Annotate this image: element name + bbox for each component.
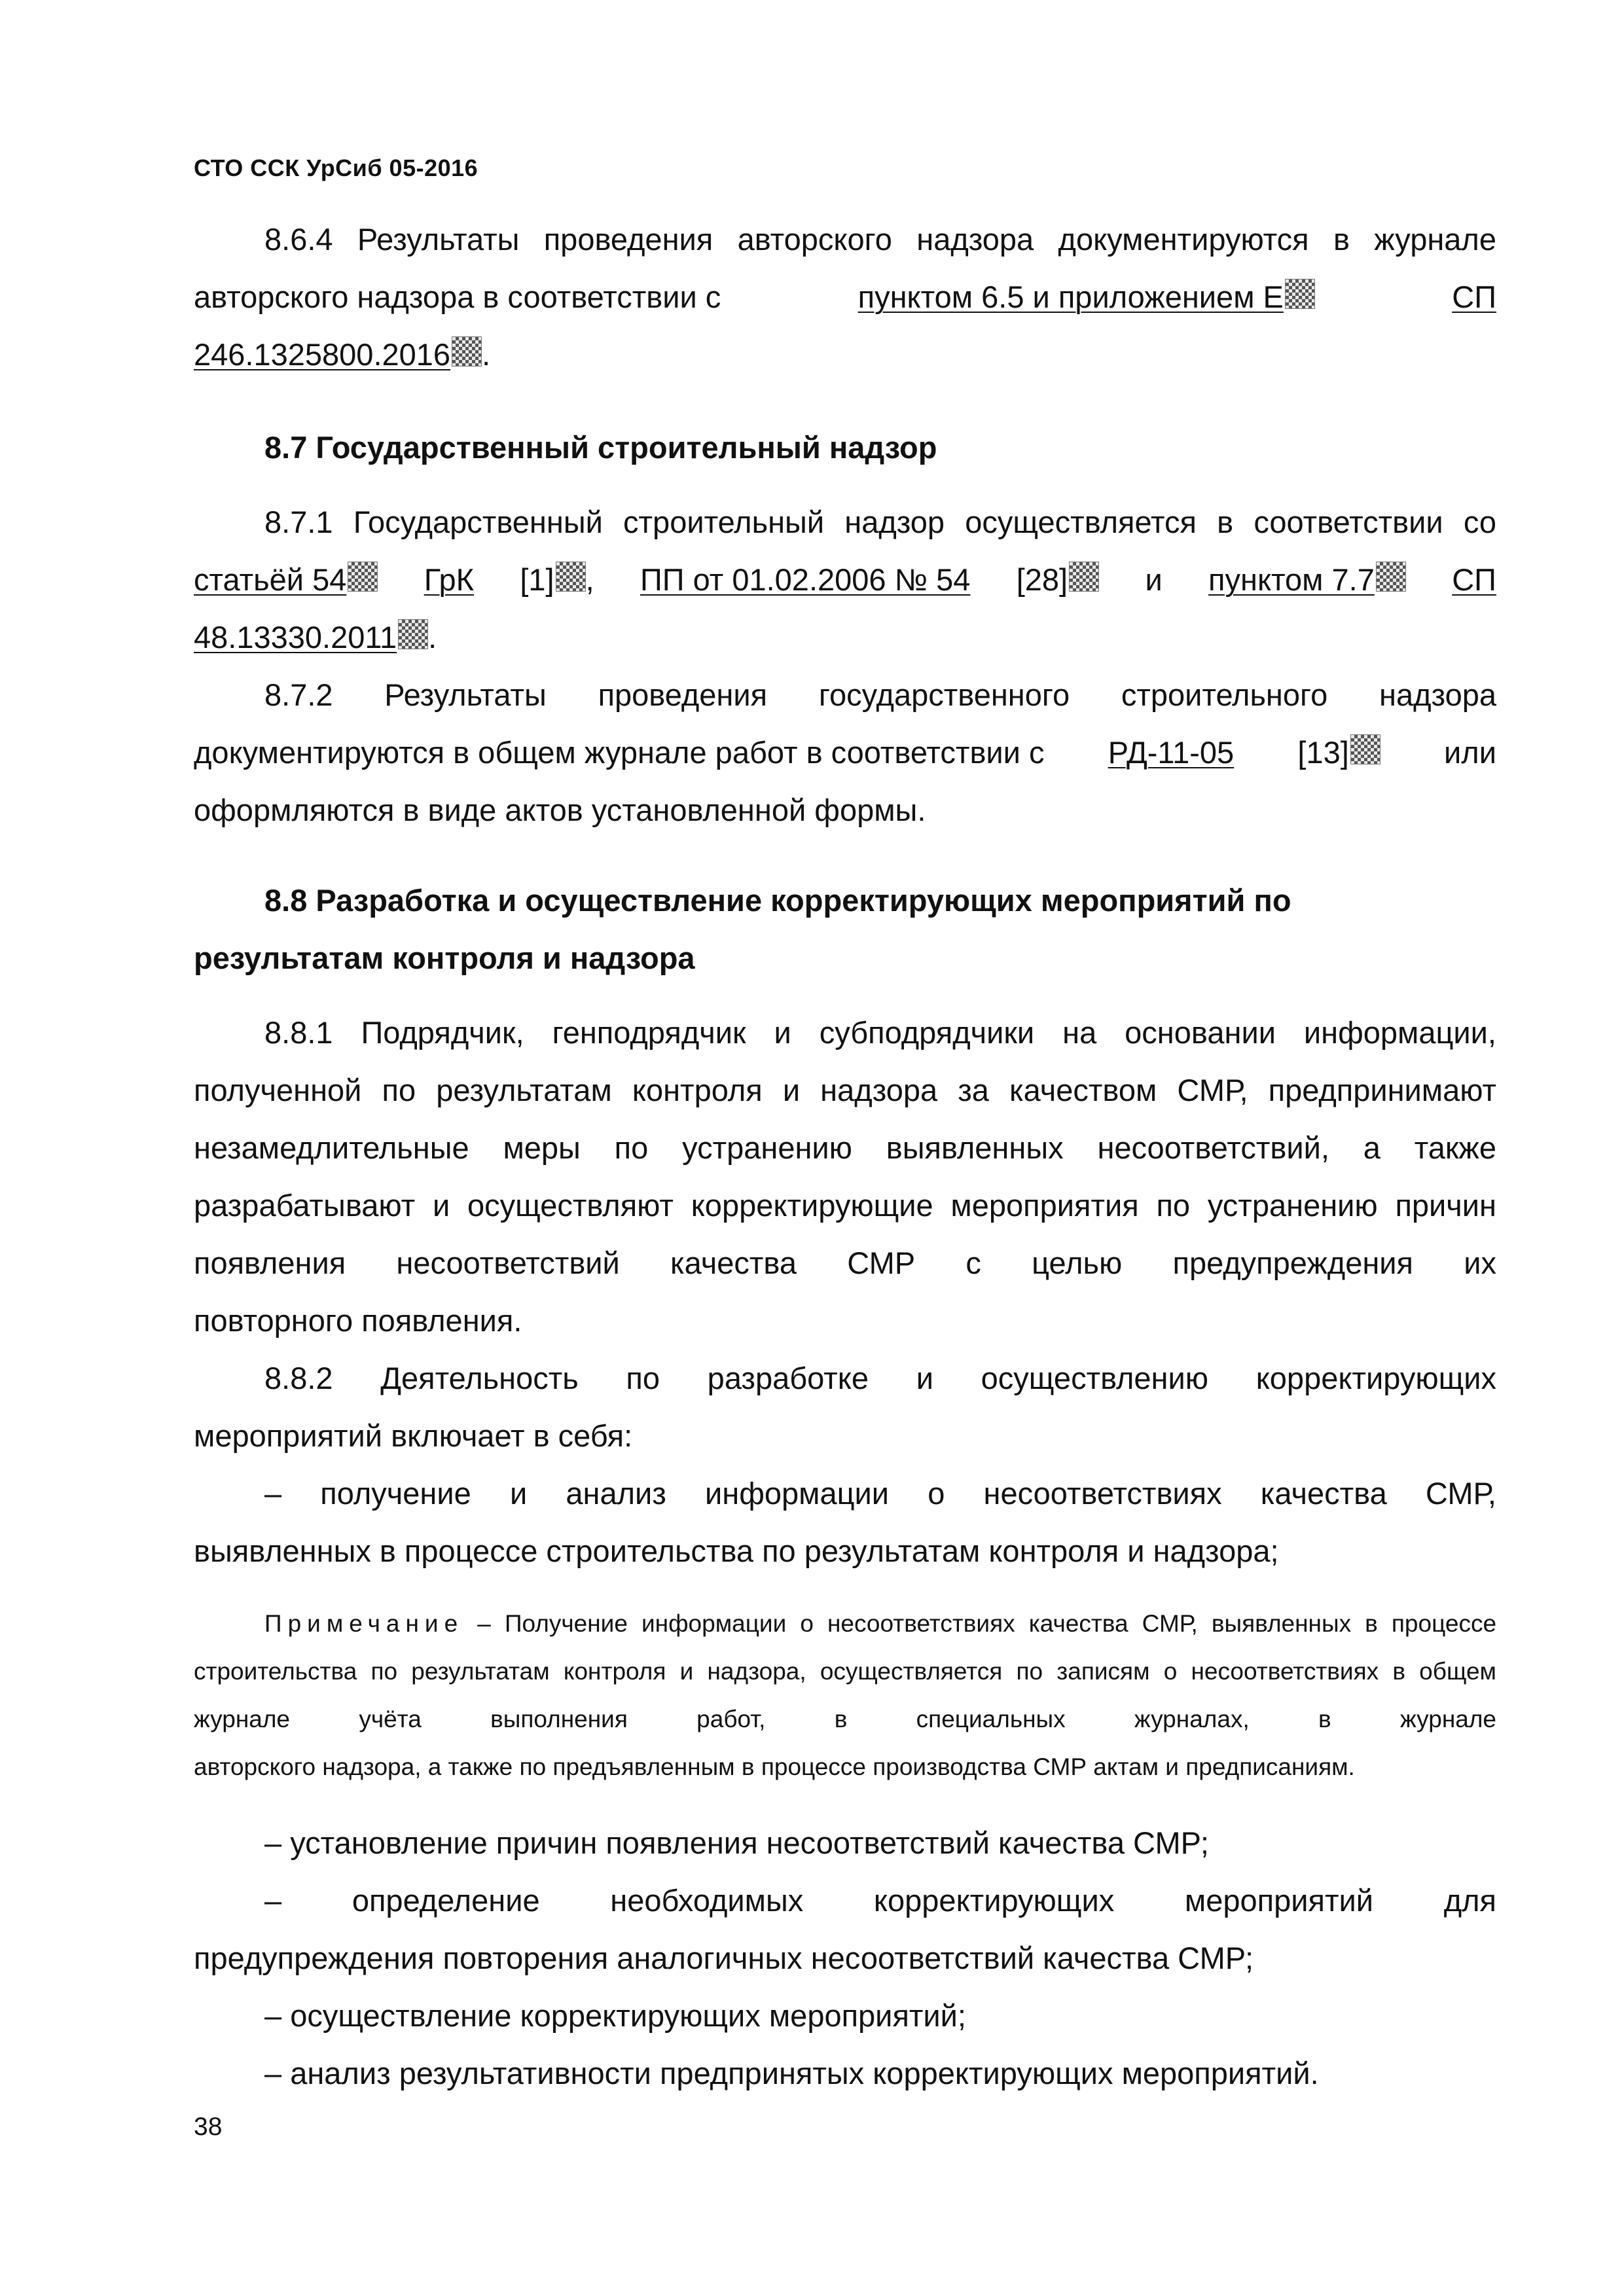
paragraph-8-7-1-line2	[194, 551, 1496, 609]
note-body	[194, 1600, 1496, 1743]
paragraph-8-7-2-line2	[194, 724, 1496, 781]
section-heading-8-7: 8.7 Государственный строительный надзор	[264, 430, 937, 465]
section-heading-8-8-line2: результатам контроля и надзора	[194, 941, 695, 975]
link-rd-11-05[interactable]: РД-11-05	[1108, 735, 1235, 770]
text-segment: авторского надзора в соответствии с	[194, 279, 721, 314]
list-item-3-line1: – определение необходимых корректирующих мероприятий для	[264, 1883, 1496, 1918]
link-pp-54[interactable]: ПП от 01.02.2006 № 54	[640, 562, 971, 597]
qr-code-icon	[1350, 734, 1380, 764]
note-dash: –	[477, 1610, 491, 1637]
link-sp-48[interactable]: 48.13330.2011	[194, 620, 397, 655]
text-segment: документируются в общем журнале работ в соответствии с	[194, 735, 1045, 770]
qr-code-icon	[348, 562, 378, 592]
link-section-7-7[interactable]: пунктом 7.7	[1208, 562, 1375, 597]
list-item-5: – анализ результативности предпринятых корректирующих мероприятий.	[264, 2056, 1319, 2090]
list-item-1-line2: выявленных в процессе строительства по результатам контроля и надзора;	[194, 1534, 1279, 1568]
period: .	[482, 337, 491, 372]
link-sp-246[interactable]: 246.1325800.2016	[194, 337, 451, 372]
note-last-line: авторского надзора, а также по предъявленным в процессе производства СМР актам и предписаниям.	[194, 1753, 1355, 1780]
paragraph-8-7-1-line1: 8.7.1 Государственный строительный надзор осуществляется в соответствии со	[264, 505, 1496, 539]
list-item-2: – установление причин появления несоответствий качества СМР;	[264, 1825, 1209, 1860]
link-section-6-5-appendix-e[interactable]: пунктом 6.5 и приложением Е	[857, 279, 1284, 314]
note-label: Примечание	[264, 1610, 464, 1637]
paragraph-8-7-2-line3: оформляются в виде актов установленной формы.	[194, 793, 926, 827]
link-grk[interactable]: ГрК	[424, 562, 475, 597]
paragraph-8-8-1-last-line: повторного появления.	[194, 1303, 522, 1338]
note-block	[194, 1600, 1496, 1791]
list-item-4: – осуществление корректирующих мероприятий;	[264, 1998, 966, 2033]
document-code-header: СТО ССК УрСиб 05-2016	[194, 154, 478, 181]
text-segment: и	[1145, 562, 1163, 597]
qr-code-icon	[556, 562, 586, 592]
paragraph-8-7-1-line3	[194, 609, 1496, 666]
paragraph-8-6-4-line2	[194, 268, 1496, 326]
qr-code-icon	[1069, 562, 1099, 592]
period: .	[428, 620, 437, 655]
section-heading-8-8-line1: 8.8 Разработка и осуществление корректирующих мероприятий по	[264, 883, 1291, 918]
link-sp[interactable]: СП	[1452, 279, 1496, 314]
list-item-1-line1: – получение и анализ информации о несоответствиях качества СМР,	[264, 1476, 1496, 1511]
qr-code-icon	[452, 336, 482, 367]
note-text: Получение информации о несоответствиях качества СМР, выявленных в процессе строительства по результатам контроля и надзора, осуществляется по записям о несоответствиях в общем журнале учёта выполнения работ, в специальных журналах, в журнале	[194, 1610, 1497, 1732]
link-sp[interactable]: СП	[1452, 562, 1496, 597]
paragraph-8-8-2-line2: мероприятий включает в себя:	[194, 1418, 633, 1453]
paragraph-8-8-2-line1: 8.8.2 Деятельность по разработке и осуществлению корректирующих	[264, 1361, 1496, 1395]
qr-code-icon	[1285, 279, 1315, 309]
qr-code-icon	[398, 619, 428, 649]
reference-1: [1]	[520, 562, 554, 597]
paragraph-8-8-1	[194, 1004, 1496, 1350]
paragraph-8-7-2-line1: 8.7.2 Результаты проведения государственного строительного надзора	[264, 677, 1496, 712]
paragraph-8-6-4-line1: 8.6.4 Результаты проведения авторского надзора документируются в журнале	[264, 222, 1496, 257]
link-article-54[interactable]: статьёй 54	[194, 562, 347, 597]
paragraph-8-6-4-line3	[194, 326, 1496, 384]
qr-code-icon	[1376, 562, 1406, 592]
list-item-3-line2: предупреждения повторения аналогичных несоответствий качества СМР;	[194, 1941, 1254, 1975]
text-segment: или	[1444, 735, 1496, 770]
reference-28: [28]	[1016, 562, 1068, 597]
paragraph-8-8-1-body: 8.8.1 Подрядчик, генподрядчик и субподрядчики на основании информации, полученной по результатам контроля и надзора за качеством СМР, предпринимают незамедлительные меры по устранению выявленных несоответствий, а также разрабатывают и осуществляют корректирующие мероприятия по устранению причин появления несоответствий качества СМР с целью предупреждения их	[194, 1015, 1496, 1280]
page-number: 38	[194, 2113, 223, 2141]
reference-13: [13]	[1297, 735, 1349, 770]
comma: ,	[585, 562, 594, 597]
